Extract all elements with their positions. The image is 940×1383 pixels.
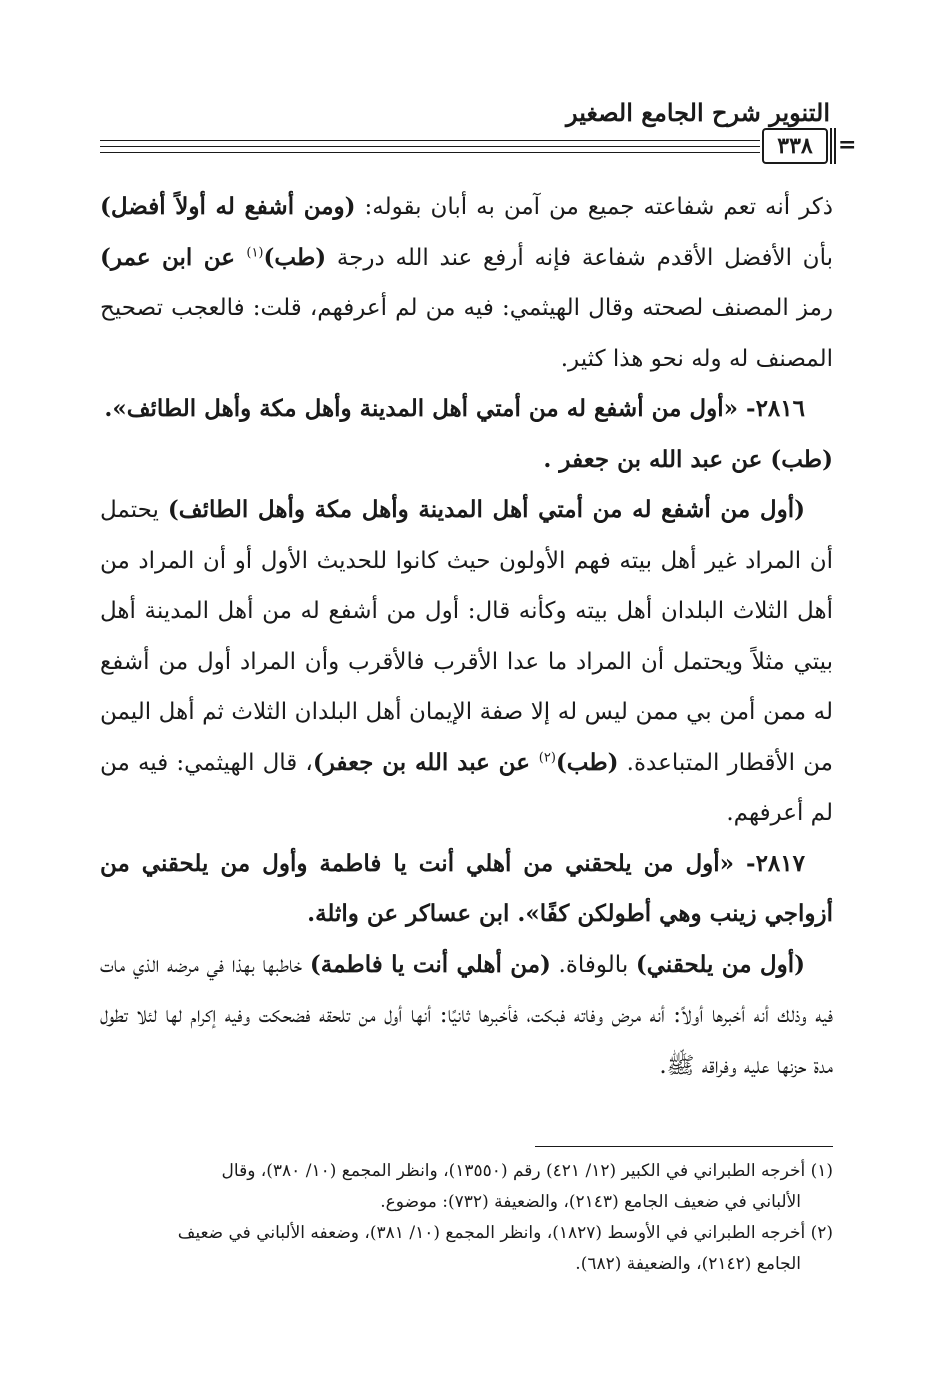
header-rule-3 bbox=[100, 152, 760, 153]
footnote-separator bbox=[535, 1146, 833, 1147]
text-run: بأن الأفضل الأقدم شفاعة فإنه أرفع عند الله درجة bbox=[326, 244, 833, 271]
footnote-ref-1[interactable]: (١) bbox=[246, 244, 264, 260]
hadith-text: «أول من يلحقني من أهلي أنت يا فاطمة وأول من يلحقني من أزواجي زينب وهي أطولكن كفًا». ابن عساكر عن واثلة. bbox=[100, 849, 833, 927]
running-header-title: التنوير شرح الجامع الصغير bbox=[566, 98, 830, 127]
text-run: ، قال الهيثمي: فيه من لم أعرفهم. bbox=[100, 749, 833, 826]
hadith-number: ٢٨١٦- bbox=[738, 395, 805, 422]
bold-quote: (من أهلي أنت يا فاطمة) bbox=[309, 950, 551, 978]
page-number: ٣٣٨ bbox=[777, 133, 813, 159]
footnote-ref-2[interactable]: (٢) bbox=[538, 749, 556, 765]
bold-quote: (أول من يلحقني) bbox=[635, 950, 805, 978]
text-run: بالوفاة. bbox=[550, 951, 636, 978]
narrator: عن عبد الله بن جعفر) bbox=[312, 748, 539, 776]
main-text bbox=[100, 182, 833, 1091]
hadith-text: «أول من أشفع له من أمتي أهل المدينة وأهل مكة وأهل الطائف». bbox=[104, 395, 739, 422]
bold-quote: (أول من أشفع له من أمتي أهل المدينة وأهل مكة وأهل الطائف) bbox=[167, 496, 805, 523]
page-number-box bbox=[762, 128, 828, 164]
source-code: (طب) bbox=[555, 748, 619, 776]
text-run: ذكر أنه تعم شفاعته جميع من آمن به أبان بقوله: bbox=[355, 194, 834, 220]
hadith-2816-source: (طب) عن عبد الله بن جعفر . bbox=[543, 445, 833, 473]
page-number-edge-ornament bbox=[830, 128, 836, 164]
text-run: خاطبها بهذا في مرضه الذي مات فيه وذلك أنه أخبرها أولاً: أنه مرض وفاته فبكت، فأخبرها ثانيًا: أنها أول من تلحقه فضحكت وفيه إكرام لها لئلا تطول مدة حزنها عليه وفراقه ﷺ. bbox=[100, 951, 833, 1079]
footnote-2-line-1: (٢) أخرجه الطبراني في الأوسط (١٨٢٧)، وانظر المجمع (١٠/ ٣٨١)، وضعفه الألباني في ضعيف bbox=[177, 1223, 833, 1243]
paragraph-commentary-3 bbox=[100, 940, 833, 1092]
footnote-1-line-2: الألباني في ضعيف الجامع (٢١٤٣)، والضعيفة (٧٣٢): موضوع. bbox=[380, 1192, 801, 1212]
paragraph-commentary-1 bbox=[100, 182, 833, 384]
hadith-2816 bbox=[100, 384, 833, 435]
bold-quote: (ومن أشفع له أولاً أفضل) bbox=[100, 193, 356, 220]
source-code: (طب) bbox=[263, 243, 327, 271]
footnote-2-line-2: الجامع (٢١٤٢)، والضعيفة (٦٨٢). bbox=[575, 1254, 801, 1274]
text-run: رمز المصنف لصحته وقال الهيثمي: فيه من لم أعرفهم، قلت: فالعجب تصحيح المصنف له وله نحو هذا كثير. bbox=[100, 295, 833, 372]
hadith-2817 bbox=[100, 839, 833, 940]
hadith-number: ٢٨١٧- bbox=[734, 849, 805, 877]
page-number-dash: = bbox=[838, 132, 857, 158]
paragraph-commentary-2 bbox=[100, 485, 833, 839]
text-run: يحتمل أن المراد غير أهل بيته فهم الأولون حيث كانوا للحديث الأول أو أن المراد من أهل الثلاث البلدان أهل بيته وكأنه قال: أول من أشفع له من أهل المدينة أهل بيتي مثلاً ويحتمل أن المراد ما عدا الأقرب فالأقرب وأن المراد أول من أشفع له ممن أمن بي ممن ليس له إلا صفة الإيمان أهل البلدان الثلاث ثم أهل اليمن من الأقطار المتباعدة. bbox=[100, 497, 833, 776]
header-rule-1 bbox=[100, 140, 760, 141]
footnotes bbox=[100, 1156, 833, 1280]
header-rule-2 bbox=[100, 146, 760, 147]
narrator: عن ابن عمر) bbox=[100, 243, 247, 271]
footnote-1-line-1: (١) أخرجه الطبراني في الكبير (١٢/ ٤٢١) رقم (١٣٥٥٠)، وانظر المجمع (١٠/ ٣٨٠)، وقال bbox=[221, 1161, 833, 1181]
